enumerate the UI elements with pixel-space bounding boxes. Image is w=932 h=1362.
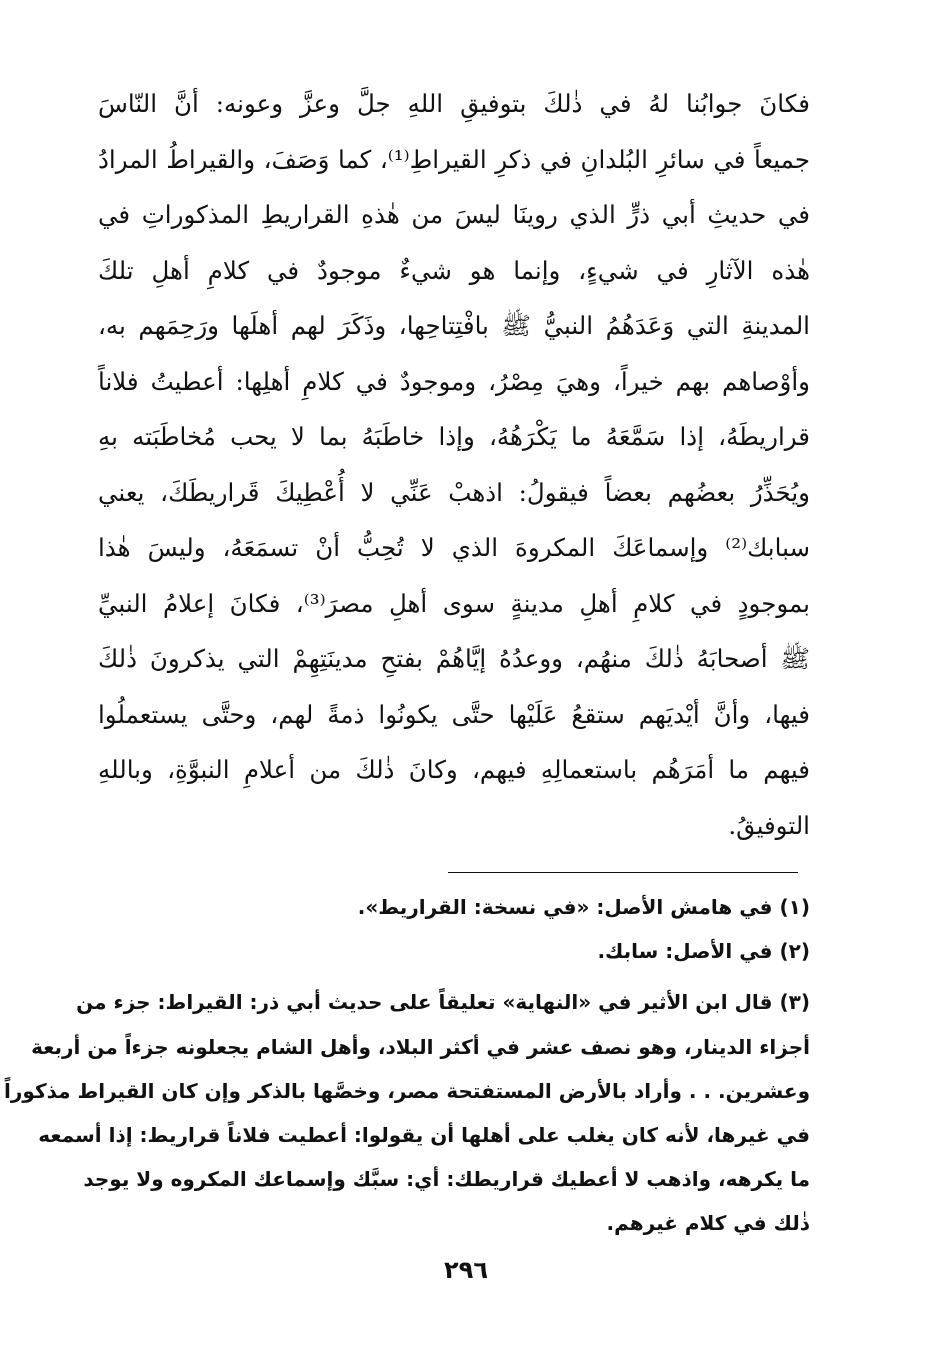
main-text-line: جميعاً في سائرِ البُلدانِ في ذكرِ القيراطِ⁽¹⁾، كما وَصَفَ، والقيراطُ المرادُ (98, 144, 810, 174)
footnote-1: (١) في هامش الأصل: «في نسخة: القراريط». (357, 895, 810, 919)
footnote-3-line: في غيرها، لأنه كان يغلب على أهلها أن يقولوا: أعطيت فلاناً قراريط: إذا أسمعه (38, 1122, 810, 1147)
page-number: ٢٩٦ (444, 1256, 488, 1284)
footnote-3-line: ذٰلك في كلام غيرهم. (606, 1211, 810, 1236)
main-text-line: التوفيقُ. (728, 810, 810, 840)
footnote-3-line: ما يكرهه، واذهب لا أعطيك قراريطك: أي: سبَّك وإسماعك المكروه ولا يوجد (83, 1167, 810, 1192)
main-text-line: ﷺ أصحابَهُ ذٰلكَ منهُم، ووعدُهُ إيَّاهُمْ بفتحِ مدينَتِهِمْ التي يذكرونَ ذٰلكَ (98, 644, 810, 673)
main-text-line: فيها، وأنَّ أيْديَهم ستقعُ عَلَيْها حتَّى يكونُوا ذمةً لهم، وحتَّى يستعملُوا (98, 699, 810, 729)
main-text-block (98, 76, 810, 853)
main-text-line: قراريطَهُ، إذا سَمَّعَهُ ما يَكْرَهُهُ، وإذا خاطَبَهُ بما لا يحب مُخاطَبَته بهِ (98, 422, 810, 451)
footnote-separator (448, 872, 798, 873)
main-text-line: المدينةِ التي وَعَدَهُمُ النبيُّ ﷺ بافْتِتاحِها، وذَكَرَ لهم أهلَها ورَحِمَهم به، (98, 311, 810, 340)
footnote-3-line: وعشرين. . . وأراد بالأرض المستفتحة مصر، وخصَّها بالذكر وإن كان القيراط مذكوراً (4, 1078, 810, 1103)
main-text-line: بموجودٍ في كلامِ أهلِ مدينةٍ سوى أهلِ مصرَ⁽³⁾، فكانَ إعلامُ النبيِّ (98, 588, 810, 618)
main-text-line: سبابك⁽²⁾ وإسماعَكَ المكروهَ الذي لا تُحِبُّ أنْ تسمَعَهُ، وليسَ هٰذا (98, 533, 810, 562)
main-text-line: فيهم ما أمَرَهُم باستعمالِهِ فيهم، وكانَ ذٰلكَ من أعلامِ النبوَّةِ، وباللهِ (98, 755, 811, 784)
main-text-line: فكانَ جوابُنا لهُ في ذٰلكَ بتوفيقِ اللهِ جلَّ وعزَّ وعونه: أنَّ النّاسَ (98, 89, 810, 118)
footnotes-block (4, 885, 810, 1246)
main-text-line: وأوْصاهم بهم خيراً، وهيَ مِصْرُ، وموجودٌ في كلامِ أهلِها: أعطيتُ فلاناً (98, 366, 810, 396)
main-text-line: ويُحَذِّرُ بعضُهم بعضاً فيقولُ: اذهبْ عَنِّي لا أُعْطِيكَ قَراريطَكَ، يعني (98, 477, 810, 507)
main-text-line: في حديثِ أبي ذرٍّ الذي روينَا ليسَ من هٰذهِ القراريطِ المذكوراتِ في (98, 200, 810, 229)
footnote-2: (٢) في الأصل: سابك. (597, 939, 810, 964)
main-text-line: هٰذه الآثارِ في شيءٍ، وإنما هو شيءٌ موجودٌ في كلامِ أهلِ تلكَ (98, 255, 810, 285)
footnote-3-line: أجزاء الدينار، وهو نصف عشر في أكثر البلاد، وأهل الشام يجعلونه جزءاً من أربعة (31, 1034, 810, 1059)
footnote-3-line: (٣) قال ابن الأثير في «النهاية» تعليقاً على حديث أبي ذر: القيراط: جزء من (76, 990, 810, 1015)
